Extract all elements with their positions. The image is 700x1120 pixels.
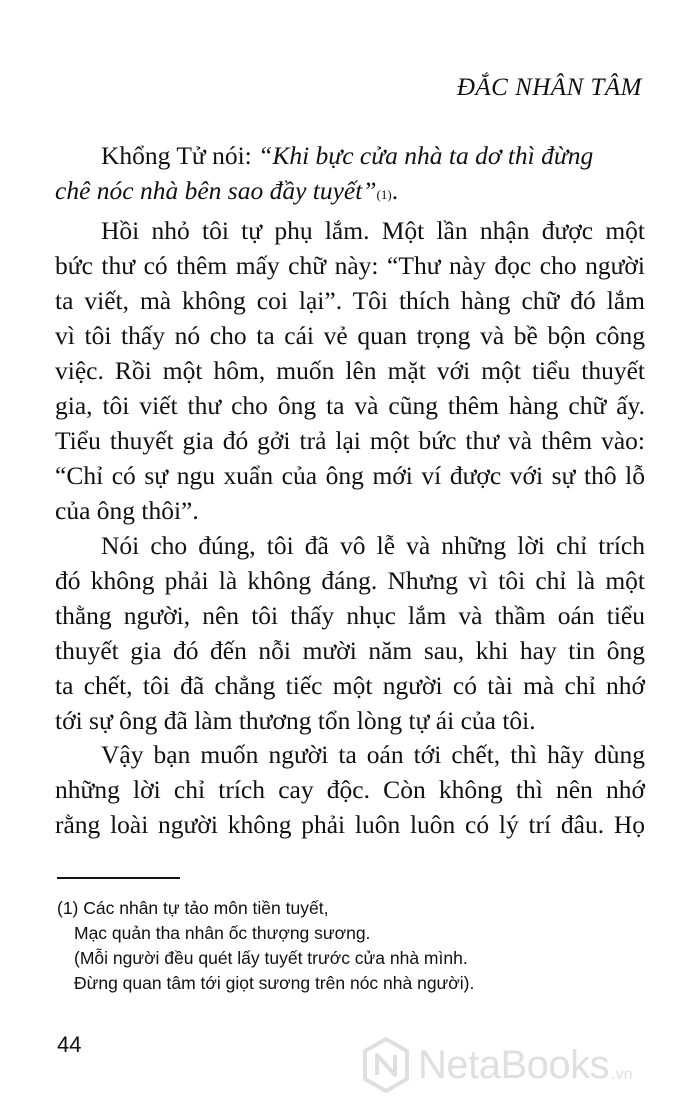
netabooks-watermark xyxy=(362,1032,633,1098)
footnote-line: Đừng quan tâm tới giọt sương trên nóc nhà người). xyxy=(74,973,475,993)
page-number: 44 xyxy=(57,1032,82,1057)
footnote-line: Mạc quản tha nhân ốc thượng sương. xyxy=(74,923,371,943)
watermark-brand-text: NetaBooks xyxy=(418,1042,610,1087)
quote-text-part-1: “Khi bực cửa nhà ta dơ thì đừng xyxy=(258,141,594,170)
quote-intro: Khổng Tử nói: xyxy=(101,141,259,170)
paragraph-2-line: bức thư có thêm mấy chữ này: “Thư này đọc cho người xyxy=(55,251,645,280)
paragraph-1 xyxy=(55,138,645,208)
quote-period: . xyxy=(391,176,399,205)
paragraph-1-line-1 xyxy=(55,138,645,173)
paragraph-2-line: Hồi nhỏ tôi tự phụ lắm. Một lần nhận được một xyxy=(101,216,645,245)
footnote-line: (1) Các nhân tự tảo môn tiền tuyết, xyxy=(57,898,329,918)
paragraph-2-line: Tiểu thuyết gia đó gởi trả lại một bức thư và thêm vào: xyxy=(55,426,645,455)
paragraph-3-line: ta chết, tôi đã chẳng tiếc một người có tài mà chỉ nhớ xyxy=(55,671,645,700)
watermark-domain-suffix: .vn xyxy=(611,1066,633,1083)
paragraph-4-line: Vậy bạn muốn người ta oán tới chết, thì hãy dùng xyxy=(101,740,645,769)
paragraph-3-line: thuyết gia đó đến nỗi mười năm sau, khi hay tin ông xyxy=(55,636,645,665)
paragraph-3-line: đó không phải là không đáng. Nhưng vì tôi chỉ là một xyxy=(55,566,645,595)
paragraph-2-line: vì tôi thấy nó cho ta cái vẻ quan trọng và bề bộn công xyxy=(55,321,645,350)
paragraph-4-line: những lời chỉ trích cay độc. Còn không thì nên nhớ xyxy=(55,775,645,804)
quote-text-part-2: chê nóc nhà bên sao đầy tuyết” xyxy=(55,176,377,205)
paragraph-3-line: Nói cho đúng, tôi đã vô lễ và những lời chỉ trích xyxy=(101,531,645,560)
netabooks-logo-icon xyxy=(362,1037,410,1093)
paragraph-4-line: rằng loài người không phải luôn luôn có lý trí đâu. Họ xyxy=(55,810,645,839)
footnote xyxy=(57,896,617,996)
footnote-line: (Mỗi người đều quét lấy tuyết trước cửa nhà mình. xyxy=(74,948,468,968)
paragraph-2-line: “Chỉ có sự ngu xuẩn của ông mới ví được với sự thô lỗ xyxy=(55,461,645,490)
paragraph-2 xyxy=(55,213,645,528)
paragraph-3 xyxy=(55,528,645,738)
paragraph-1-line-2 xyxy=(55,173,645,208)
paragraph-2-line: gia, tôi viết thư cho ông ta và cũng thêm hàng chữ ấy. xyxy=(55,391,645,420)
paragraph-4 xyxy=(55,737,645,842)
paragraph-2-line: việc. Rồi một hôm, muốn lên mặt với một tiểu thuyết xyxy=(55,356,645,385)
paragraph-2-line: ta viết, mà không coi lại”. Tôi thích hàng chữ đó lắm xyxy=(55,286,645,315)
paragraph-2-line: của ông thôi”. xyxy=(55,496,199,525)
paragraph-3-line: tới sự ông đã làm thương tổn lòng tự ái của tôi. xyxy=(55,706,536,735)
paragraph-3-line: thằng người, nên tôi thấy nhục lắm và thầm oán tiểu xyxy=(55,601,645,630)
running-header-title: ĐẮC NHÂN TÂM xyxy=(456,74,642,101)
footnote-divider xyxy=(57,877,180,879)
footnote-reference: (1) xyxy=(376,187,392,202)
